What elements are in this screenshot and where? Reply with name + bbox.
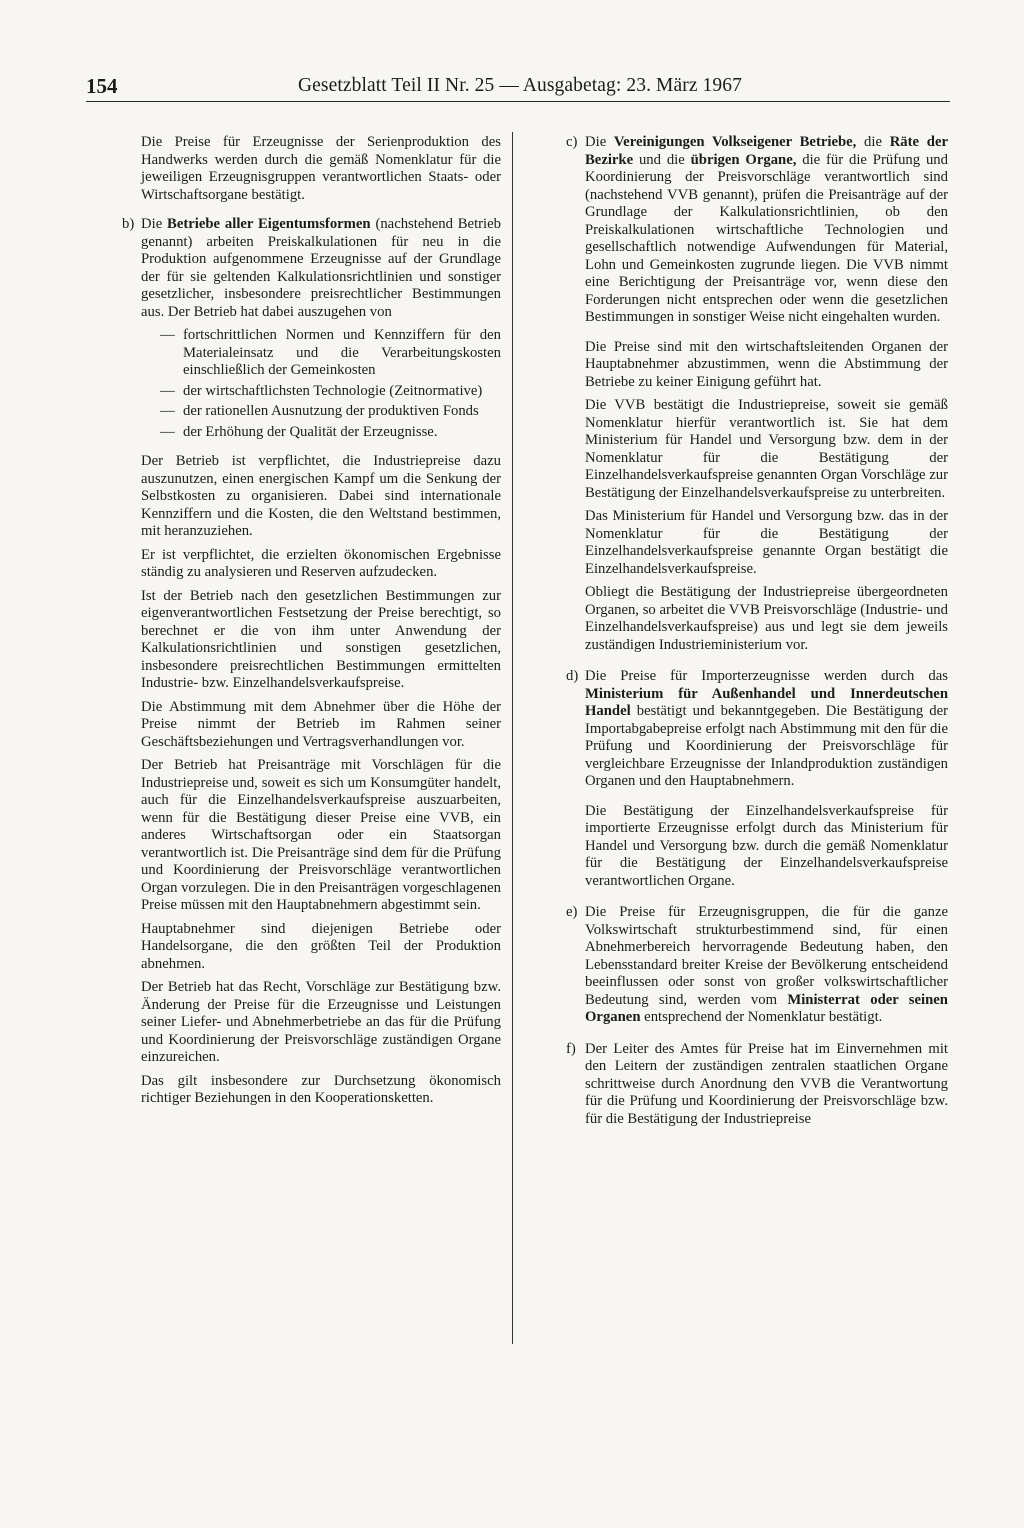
dash-item [160, 424, 501, 442]
section-c-post: die für die Prüfung und Koordinierung der Preisvorschläge verantwortlich sind (nachstehend VVB genannt), prüfen die Preisanträge auf der Grundlage der Kalkulationsrichtlinien, ob den Preiskalkulationen wirtschaftliche Technologien und gesellschaftlich notwendige Aufwendungen für Material, Lohn und Gemeinkosten zugrunde liegen. Die VVB nimmt eine Berichtigung der Preisanträge vor, wenn diese den Forderungen nicht entsprechen oder wenn die gesetzlichen Bestimmungen in sonstiger Weise nicht eingehalten wurden. [585, 151, 948, 325]
section-e-label: e) [566, 904, 578, 920]
section-c-text [585, 134, 948, 327]
section-c-mid: und die [633, 151, 691, 168]
column-divider [512, 132, 513, 1344]
paragraph: Der Betrieb hat das Recht, Vorschläge zur Bestätigung bzw. Änderung der Preise für die Erzeugnisse und Leistungen seiner Liefer- und Abnehmerbetriebe an das für die Prüfung und Koordinierung der Preisvorschläge zuständigen Organe einzureichen. [141, 979, 501, 1065]
section-c-bold-organe: übrigen Organe, [690, 151, 797, 168]
section-c-pre: Die [585, 134, 614, 150]
dash-mark: — [160, 327, 175, 343]
dash-list [160, 327, 501, 441]
paragraph: Das gilt insbesondere zur Durchsetzung ökonomisch richtiger Beziehungen in den Kooperationsketten. [141, 1072, 501, 1106]
section-d-label: d) [566, 668, 579, 684]
section-f-label: f) [566, 1040, 576, 1057]
paragraph: Obliegt die Bestätigung der Industriepreise übergeordneten Organen, so arbeitet die VVB Preisvorschläge (Industrie- und Einzelhandelsverkaufspreise) aus und legt sie dem jeweils zuständigen Industrieministerium vor. [585, 584, 948, 653]
page-number: 154 [86, 74, 118, 98]
section-b-label: b) [122, 216, 135, 232]
section-c-bold-vvb: Vereinigungen Volkseigener Betriebe, [613, 134, 857, 150]
section-d-pre: Die Preise für Importerzeugnisse werden durch das [585, 668, 948, 684]
paragraph: Der Betrieb ist verpflichtet, die Industriepreise dazu auszunutzen, einen energischen Kampf um die Senkung der Selbstkosten zu organisieren. Dabei sind internationale Kennziffern und die Kosten, die den Weltstand bestimmen, mit heranzuziehen. [141, 453, 501, 539]
section-b-pre: Die [141, 216, 168, 232]
section-c-label: c) [566, 134, 578, 150]
section-e [566, 904, 948, 1027]
paragraph: Das Ministerium für Handel und Versorgung bzw. das in der Nomenklatur für die Bestätigung der Einzelhandelsverkaufspreise genannte Organ bestätigt die Einzelhandelsverkaufspreise. [585, 508, 948, 577]
paragraph: Der Betrieb hat Preisanträge mit Vorschlägen für die Industriepreise und, soweit es sich um Konsumgüter handelt, auch für die Einzelhandelsverkaufspreise auszuarbeiten, wenn für die Bestätigung dieser Preise eine VVB, ein anderes Wirtschaftsorgan oder ein Staatsorgan verantwortlich ist. Die Preisanträge sind dem für die Prüfung und Koordinierung der Preisvorschläge verantwortlichen Organ vorzulegen. Die in den Preisanträgen vorgeschlagenen Preise müssen mit den Hauptabnehmern abgestimmt sein. [141, 757, 501, 913]
dash-item-text: der rationellen Ausnutzung der produktiven Fonds [183, 403, 479, 419]
dash-item-text: der Erhöhung der Qualität der Erzeugnisse. [183, 423, 438, 440]
dash-item-text: fortschrittlichen Normen und Kennziffern für den Materialeinsatz und die Verarbeitungskosten einschließlich der Gemeinkosten [183, 327, 501, 378]
paragraph: Die Bestätigung der Einzelhandelsverkaufspreise für importierte Erzeugnisse erfolgt durch das Ministerium für Handel und Versorgung bzw. durch die gemäß Nomenklatur für die Bestätigung der Einzelhandelsverkaufspreise verantwortlichen Organe. [585, 802, 948, 889]
section-f-text: Der Leiter des Amtes für Preise hat im Einvernehmen mit den Leitern der zuständigen zentralen staatlichen Organe schrittweise durch Anordnung den VVB die Verantwortung für die Prüfung und Koordinierung der Preisvorschläge bzw. für die Bestätigung der Industriepreise [585, 1040, 948, 1127]
paragraph: Ist der Betrieb nach den gesetzlichen Bestimmungen zur eigenverantwortlichen Festsetzung der Preise berechtigt, so berechnet er die von ihm unter Anwendung der Kalkulationsrichtlinien und sonstigen gesetzlichen, insbesondere preisrechtlichen Bestimmungen ermittelten Industrie- bzw. Einzelhandelsverkaufspreise. [141, 587, 501, 691]
header-rule [86, 101, 950, 102]
dash-item [160, 403, 501, 421]
section-e-text [585, 904, 948, 1027]
section-d [566, 668, 948, 890]
section-c-mid: die [856, 134, 890, 150]
section-c-bold-raete: Räte der Bezirke [585, 134, 948, 168]
dash-item [160, 327, 501, 380]
dash-mark: — [160, 382, 175, 399]
right-column [566, 134, 948, 1134]
paragraph: Hauptabnehmer sind diejenigen Betriebe oder Handelsorgane, die den größten Teil der Produktion abnehmen. [141, 920, 501, 972]
dash-mark: — [160, 403, 175, 419]
section-e-post: entsprechend der Nomenklatur bestätigt. [640, 1009, 883, 1025]
section-e-pre: Die Preise für Erzeugnisgruppen, die für die ganze Volkswirtschaft strukturbestimmend sind, für einen Abnehmerbereich hervorragende Bedeutung haben, den Lebensstandard breiter Kreise der Bevölkerung entscheidend beeinflussen oder sonst von großer volkswirtschaftlicher Bedeutung sind, werden vom [585, 904, 948, 1008]
paragraph: Die Abstimmung mit dem Abnehmer über die Höhe der Preise nimmt der Betrieb im Rahmen seiner Geschäftsbeziehungen und Vertragsverhandlungen vor. [141, 698, 501, 750]
paragraph: Er ist verpflichtet, die erzielten ökonomischen Ergebnisse ständig zu analysieren und Reserven aufzudecken. [141, 546, 501, 580]
section-d-text [585, 668, 948, 791]
section-b-bold: Betriebe aller Eigentumsformen [167, 216, 371, 232]
section-b [122, 216, 501, 1108]
section-e-bold: Ministerrat oder seinen Organen [585, 991, 948, 1025]
section-f [566, 1041, 948, 1129]
section-b-post: (nachstehend Betrieb genannt) arbeiten Preiskalkulationen für neu in die Produktion aufgenommene Erzeugnisse auf der Grundlage der für sie geltenden Kalkulationsrichtlinien und sonstiger gesetzlicher, insbesondere preisrechtlicher Bestimmungen aus. Der Betrieb hat dabei auszugehen von [141, 216, 501, 320]
dash-item [160, 383, 501, 401]
dash-item-text: der wirtschaftlichsten Technologie (Zeitnormative) [183, 382, 483, 399]
section-d-bold: Ministerium für Außenhandel und Innerdeutschen Handel [585, 685, 948, 719]
section-c [566, 134, 948, 654]
section-b-text [141, 216, 501, 321]
header-title: Gesetzblatt Teil II Nr. 25 — Ausgabetag: 23. März 1967 [298, 75, 742, 96]
dash-mark: — [160, 423, 175, 440]
section-d-post: bestätigt und bekanntgegeben. Die Bestätigung der Importabgabepreise erfolgt nach Abstimmung mit den für die Prüfung und Koordinierung der Preisvorschläge für vergleichbare Erzeugnisse der Inlandproduktion zuständigen Organen und den Hauptabnehmern. [585, 703, 948, 789]
intro-paragraph: Die Preise für Erzeugnisse der Serienproduktion des Handwerks werden durch die gemäß Nomenklatur für die jeweiligen Erzeugnisgruppen verantwortlichen Staats- oder Wirtschaftsorgane bestätigt. [141, 134, 501, 203]
paragraph: Die VVB bestätigt die Industriepreise, soweit sie gemäß Nomenklatur hierfür verantwortlich ist. Sie hat dem Ministerium für Handel und Versorgung bzw. dem in der Nomenklatur für die Bestätigung der Einzelhandelsverkaufspreise genannten Organ Vorschläge zur Bestätigung der Einzelhandelsverkaufspreise zu unterbreiten. [585, 397, 948, 501]
paragraph: Die Preise sind mit den wirtschaftsleitenden Organen der Hauptabnehmer abzustimmen, wenn die Abstimmung der Betriebe zu keiner Einigung geführt hat. [585, 338, 948, 390]
page-header [86, 74, 950, 104]
left-column [122, 134, 501, 1114]
